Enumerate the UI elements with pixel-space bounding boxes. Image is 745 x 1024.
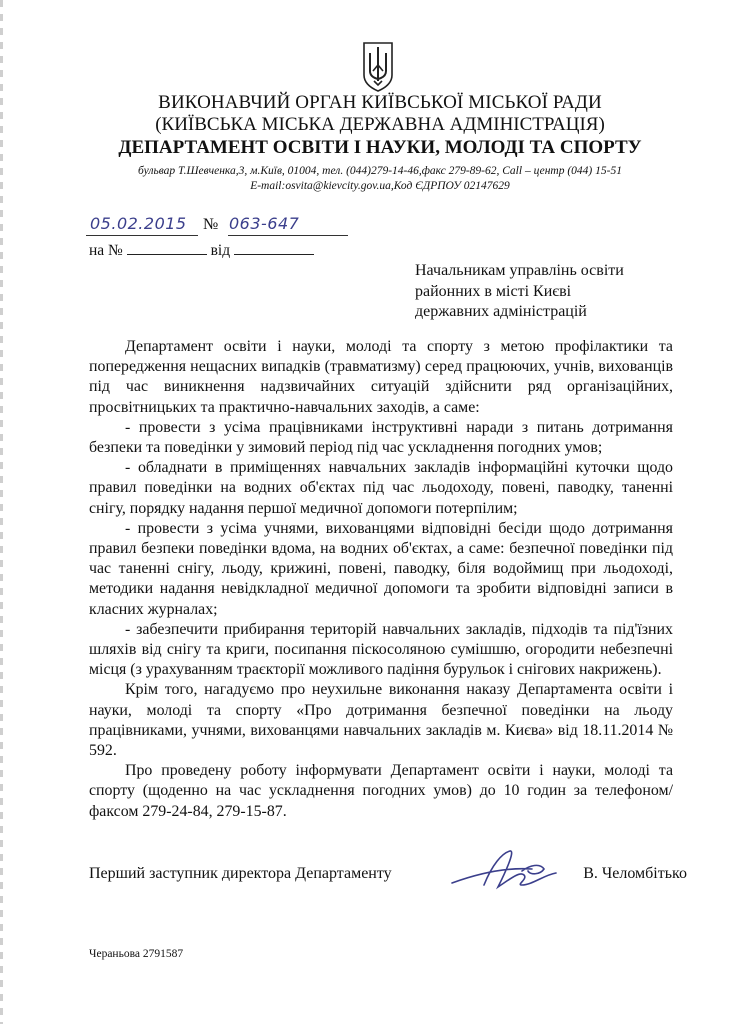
executor-phone: 2791587 <box>142 948 184 960</box>
addressee-line1: Начальникам управлінь освіти <box>415 262 624 279</box>
addressee-line2: районних в місті Києві <box>415 282 572 300</box>
signatory-name: В. Челомбітько <box>583 865 687 882</box>
letter-body <box>89 337 673 822</box>
body-item-4: - забезпечити прибирання територій навчальних закладів, підходів та під'їзних шляхів від снігу та криги, посипання піскосоляною сумішшю, огородити небезпечні місця (з урахуванням траєкторії можливого падіння бурульок і снігових накрижень). <box>89 620 673 679</box>
registration-number: 063-647 <box>229 214 300 233</box>
signatory-position: Перший заступник директора Департаменту <box>89 865 392 882</box>
registration-number-sign: № <box>203 216 219 233</box>
body-item-3: - провести з усіма учнями, вихованцями відповідні бесіди щодо дотримання правил безпеки поведінки вдома, на водних об'єктах, а саме: безпечної поведінки під час таненні снігу, льоду, крижині, повені, паводку, біля водоймищ при льодоході, методики надання невідкладної медичної допомоги та зробити відповідні записи в класних журналах; <box>89 519 673 618</box>
scan-edge <box>0 0 3 1024</box>
reply-reference <box>89 242 314 260</box>
reply-mid: від <box>210 242 231 259</box>
addressee-line3: державних адміністрацій <box>415 303 587 320</box>
body-paragraph-intro: Департамент освіти і науки, молоді та спорту з метою профілактики та попередження нещасних випадків (травматизму) серед працюючих, учнів, вихованців під час виникнення надзвичайних ситуацій здійснити ряд організаційних, просвітницьких та практично-навчальних заходів, а саме: <box>89 338 673 416</box>
signature-block <box>89 865 699 895</box>
number-underline <box>228 235 348 236</box>
reply-date-blank <box>234 242 314 255</box>
addressee-block <box>415 261 624 323</box>
org-name-line2: (КИЇВСЬКА МІСЬКА ДЕРЖАВНА АДМІНІСТРАЦІЯ) <box>155 114 605 135</box>
executor-line <box>89 948 183 960</box>
body-item-2: - обладнати в приміщеннях навчальних закладів інформаційні куточки щодо правил поведінки на водних об'єктах під час льодоходу, повені, паводку, таненні снігу, порядку надання першої медичної допомоги потерпілим; <box>89 459 673 517</box>
date-underline <box>86 235 198 236</box>
registration-block <box>86 212 366 236</box>
department-email: E-mail:osvita@kievcity.gov.ua,Код ЄДРПОУ 02147629 <box>250 180 510 192</box>
department-name: ДЕПАРТАМЕНТ ОСВІТИ І НАУКИ, МОЛОДІ ТА СПОРТУ <box>118 137 642 158</box>
department-address: бульвар Т.Шевченка,3, м.Київ, 01004, тел. (044)279-14-46,факс 279-89-62, Call – центр (044) 15-51 <box>138 165 622 177</box>
body-paragraph-report: Про проведену роботу інформувати Департамент освіти і науки, молоді та спорту (щоденно на час ускладнення погодних умов) до 10 годин за телефоном/факсом 279-24-84, 279-15-87. <box>89 762 673 820</box>
handwritten-signature-icon <box>444 845 574 895</box>
org-name-line1: ВИКОНАВЧИЙ ОРГАН КИЇВСЬКОЇ МІСЬКОЇ РАДИ <box>158 92 602 113</box>
body-paragraph-reminder: Крім того, нагадуємо про неухильне виконання наказу Департамента освіти і науки, молоді та спорту «Про дотримання безпечної поведінки на льоду працівниками, учнями, вихованцями навчальних закладів м. Києва» від 18.11.2014 № 592. <box>89 681 673 760</box>
trident-emblem-icon <box>361 41 395 93</box>
registration-date: 05.02.2015 <box>90 214 187 233</box>
reply-prefix: на № <box>89 242 123 259</box>
body-item-1: - провести з усіма працівниками інструктивні наради з питань дотримання безпеки та поведінки у зимовий період під час ускладнення погодних умов; <box>89 418 673 457</box>
executor-name: Чераньова <box>89 948 140 960</box>
reply-number-blank <box>127 242 207 255</box>
